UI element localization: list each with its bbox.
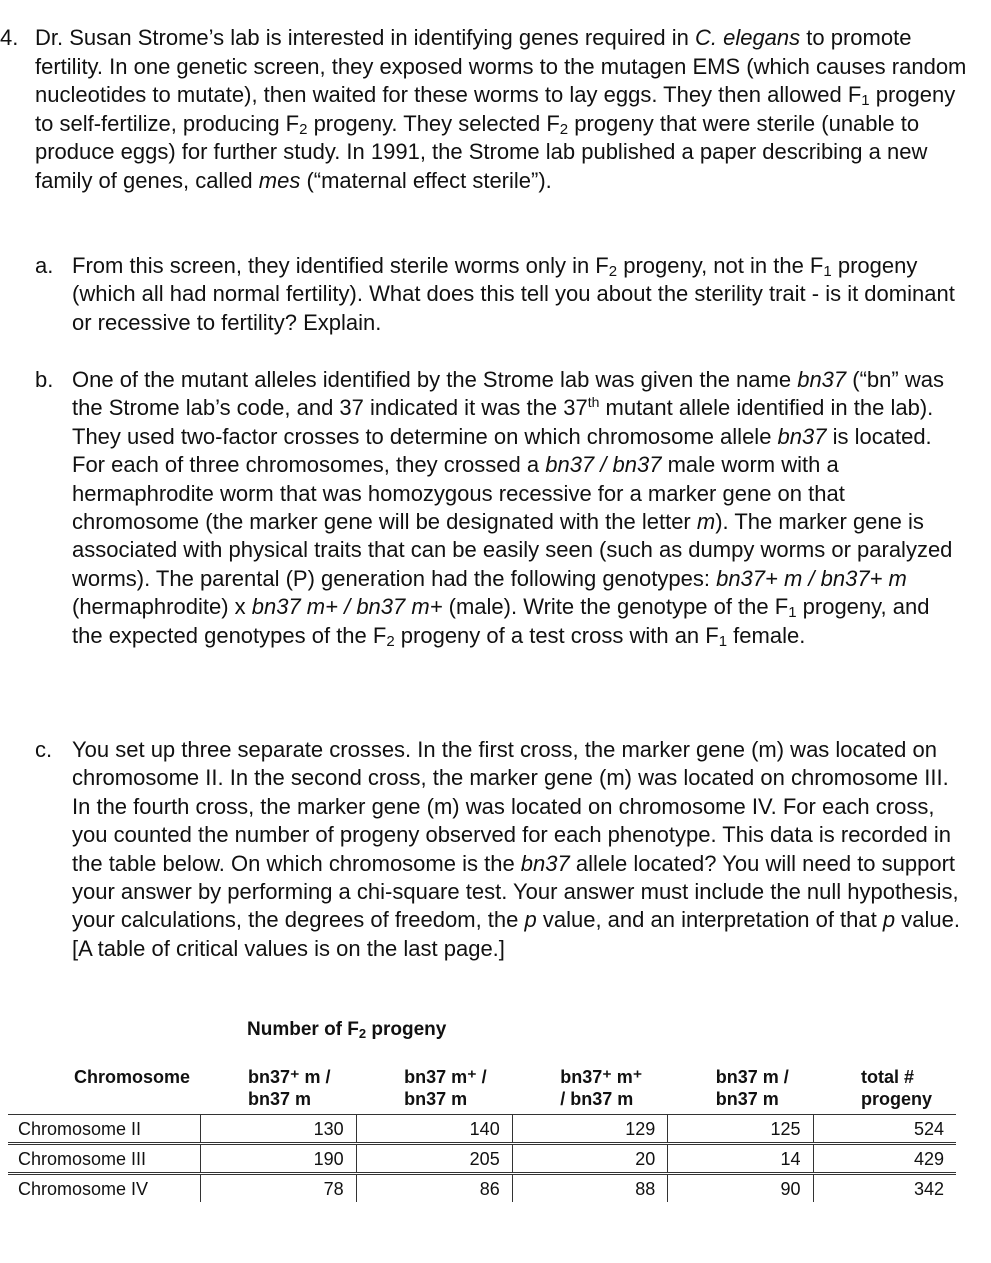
header-total: total # progeny (861, 1067, 933, 1109)
part-a-text: From this screen, they identified sterile worms only in $F_2$ progeny, not in the $F_1$ progeny (which all had normal fertility). What does this tell you about the sterility trait - is it dominant or recessive to fertility? Explain. (72, 253, 955, 335)
cell-c2: 86 (356, 1174, 512, 1203)
part-a-label: a. (35, 253, 54, 278)
table-row (8, 1174, 956, 1203)
part-b-text: One of the mutant alleles identified by the Strome lab was given the name bn37 (“bn” was the Strome lab’s code, and 37 indicated it was the 37th mutant allele identified in the lab). They used two-factor crosses to determine on which chromosome allele bn37 is located. For each of three chromosomes, they crossed a bn37 / bn37 male worm with a hermaphrodite worm that was homozygous recessive for a marker gene on that chromosome (the marker gene will be designated with the letter m). The marker gene is associated with physical traits that can be easily seen (such as dumpy worms or paralyzed worms). The parental (P) generation had the following genotypes: bn37+ m / bn37+ m (hermaphrodite) x bn37 m+ / bn37 m+ (male). Write the genotype of the $F_1$ progeny, and the expected genotypes of the $F_2$ progeny of a test cross with an $F_1$ female. (72, 367, 953, 650)
cell-c4: 90 (668, 1174, 813, 1203)
header-col3: bn37⁺ m⁺ / bn37 m (560, 1067, 643, 1109)
table-row (8, 1115, 956, 1144)
progeny-table (8, 1066, 956, 1202)
row-chromosome: Chromosome II (8, 1115, 200, 1144)
header-col4: bn37 m / bn37 m (715, 1067, 789, 1109)
table-row (8, 1144, 956, 1174)
question-number: 4. (0, 25, 19, 50)
part-c-label: c. (35, 737, 53, 762)
header-col2: bn37 m⁺ / bn37 m (404, 1067, 487, 1109)
cell-c3: 20 (512, 1144, 668, 1174)
part-c-text: You set up three separate crosses. In the first cross, the marker gene (m) was located on chromosome II. In the second cross, the marker gene (m) was located on chromosome III. In the fourth cross, the marker gene (m) was located on chromosome IV. For each cross, you counted the number of progeny observed for each phenotype. This data is recorded in the table below. On which chromosome is the bn37 allele located? You will need to support your answer by performing a chi-square test. Your answer must include the null hypothesis, your calculations, the degrees of freedom, the p value, and an interpretation of that p value. [A table of critical values is on the last page.] (72, 737, 960, 961)
question-intro: Dr. Susan Strome’s lab is interested in identifying genes required in C. elegans to promote fertility. In one genetic screen, they exposed worms to the mutagen EMS (which causes random nucleotides to mutate), then waited for these worms to lay eggs. They then allowed $F_1$ progeny to self-fertilize, producing $F_2$ progeny. They selected $F_2$ progeny that were sterile (unable to produce eggs) for further study. In 1991, the Strome lab published a paper describing a new family of genes, called mes (“maternal effect sterile”). (35, 25, 967, 193)
part-c (35, 736, 965, 963)
part-b (35, 366, 965, 650)
cell-c4: 14 (668, 1144, 813, 1174)
cell-total: 429 (813, 1144, 956, 1174)
cell-total: 342 (813, 1174, 956, 1203)
row-chromosome: Chromosome III (8, 1144, 200, 1174)
table-header-row (8, 1066, 956, 1115)
cell-total: 524 (813, 1115, 956, 1144)
cell-c2: 205 (356, 1144, 512, 1174)
cell-c4: 125 (668, 1115, 813, 1144)
cell-c1: 130 (200, 1115, 356, 1144)
table-caption: Number of $F_2$ progeny (247, 1019, 447, 1041)
header-col1: bn37⁺ m / bn37 m (248, 1067, 331, 1109)
cell-c3: 129 (512, 1115, 668, 1144)
part-a (35, 252, 965, 337)
cell-c1: 78 (200, 1174, 356, 1203)
header-chromosome: Chromosome (73, 1067, 190, 1087)
cell-c1: 190 (200, 1144, 356, 1174)
cell-c2: 140 (356, 1115, 512, 1144)
cell-c3: 88 (512, 1174, 668, 1203)
part-b-label: b. (35, 367, 54, 392)
row-chromosome: Chromosome IV (8, 1174, 200, 1203)
